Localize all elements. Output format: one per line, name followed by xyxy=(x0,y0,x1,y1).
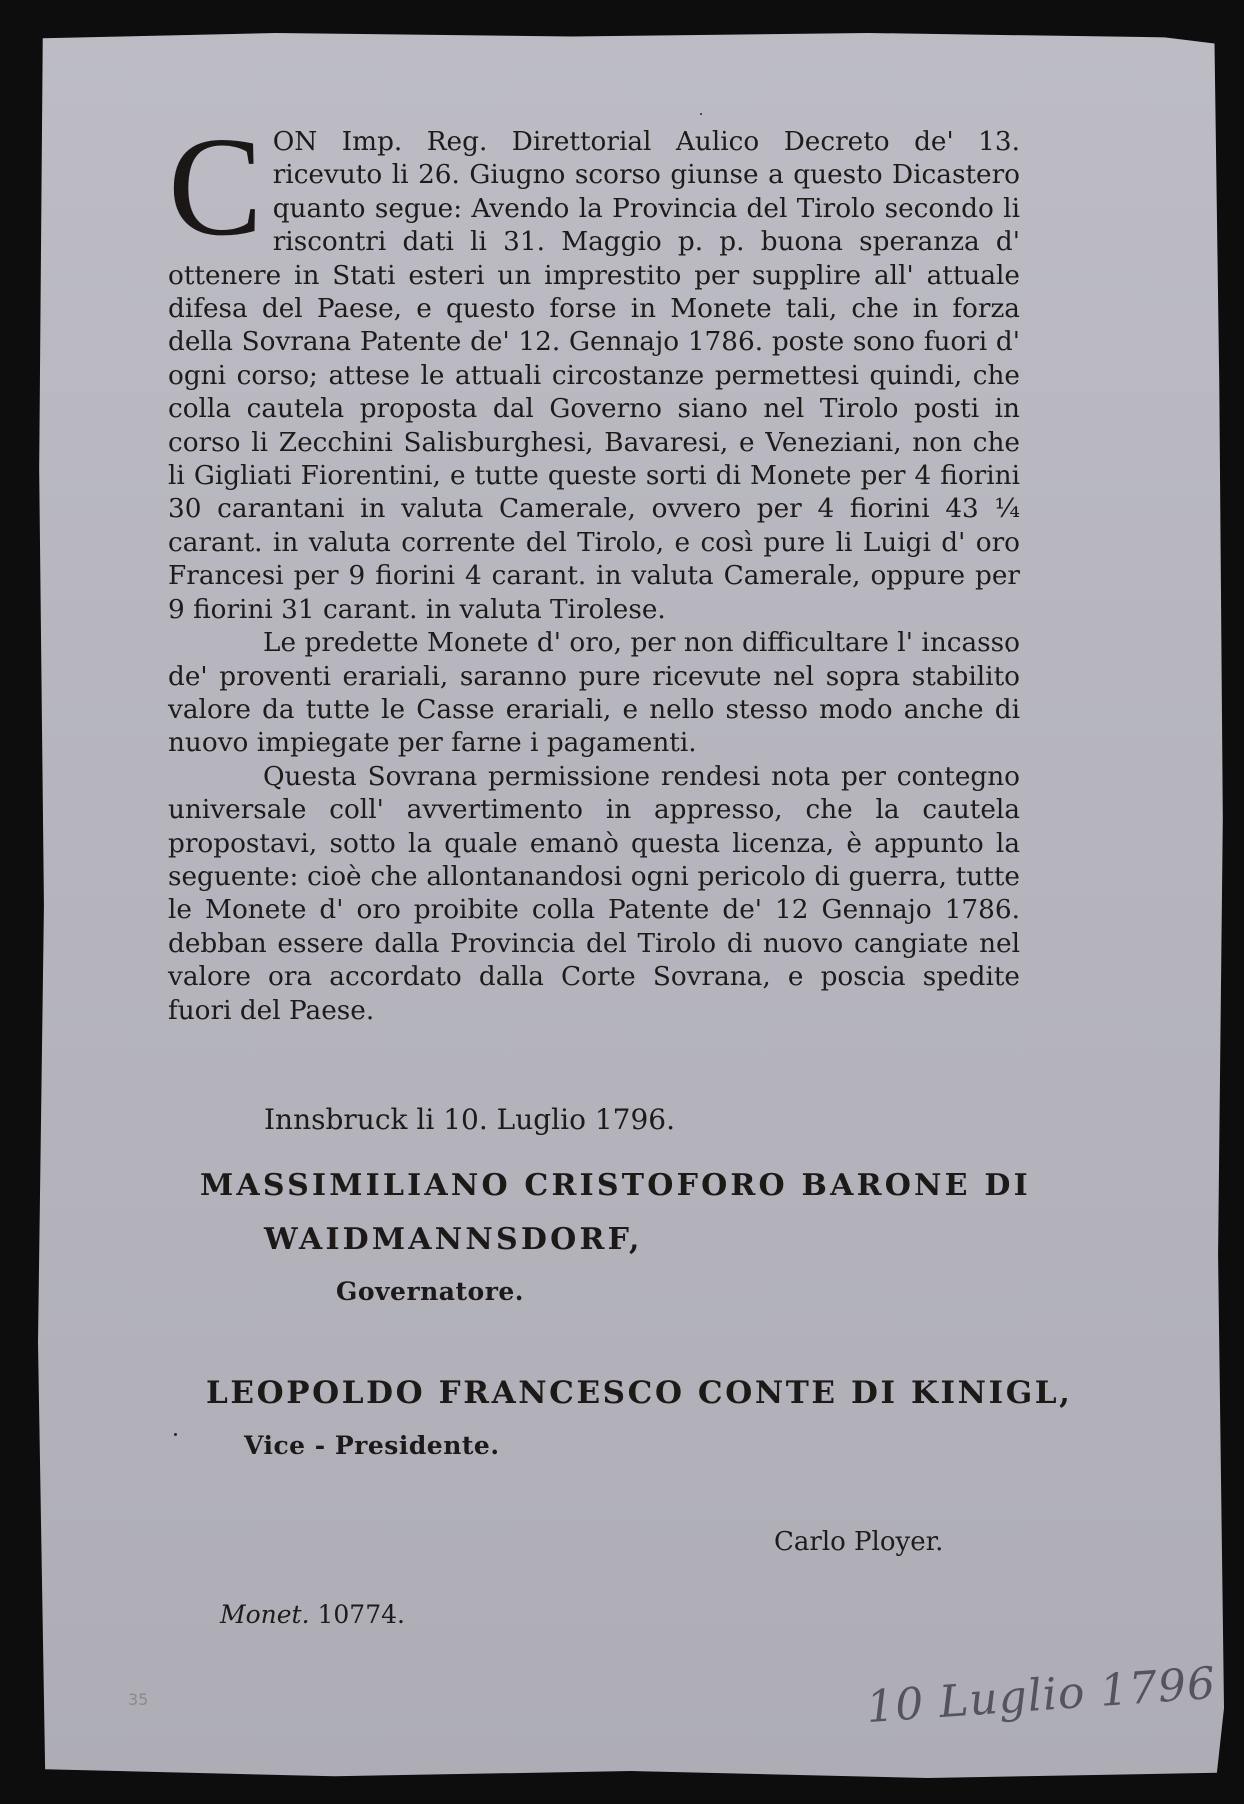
reference-value: 10774. xyxy=(317,1600,405,1629)
decree-text xyxy=(168,107,1020,1028)
reference-number xyxy=(220,1600,405,1629)
decree-paragraph-3: Questa Sovrana permissione rendesi nota per contegno universale coll' avvertimento in appresso, che la cautela propostavi, sotto la quale emanò questa licenza, è appunto la seguente: cioè che allontanandosi ogni pericolo di guerra, tutte le Monete d' oro proibite colla Patente de' 12 Gennajo 1786. debban essere dalla Provincia del Tirolo di nuovo cangiate nel valore ora accordato dalla Corte Sovrana, e poscia spedite fuori del Paese. xyxy=(168,761,1020,1026)
paper-speck xyxy=(174,1433,177,1436)
paper-speck xyxy=(700,113,702,115)
signatory-governor-name-line2: WAIDMANNSDORF, xyxy=(264,1222,643,1257)
reference-prefix: Monet. xyxy=(220,1600,310,1629)
signatory-vice-president-title: Vice - Presidente. xyxy=(244,1431,500,1460)
signatory-governor-name-line1: MASSIMILIANO CRISTOFORO BARONE DI xyxy=(200,1168,1031,1203)
signatory-vice-president-name: LEOPOLDO FRANCESCO CONTE DI KINIGL, xyxy=(206,1375,1073,1411)
handwritten-date-note: 10 Luglio 1796 xyxy=(864,1657,1218,1734)
decree-paragraph-2: Le predette Monete d' oro, per non difficultare l' incasso de' proventi erariali, saranno pure ricevute nel sopra stabilito valore da tutte le Casse erariali, e nello stesso modo anche di nuovo impiegate per farne i pagamenti. xyxy=(168,628,1020,759)
secretary-name: Carlo Ployer. xyxy=(774,1527,944,1557)
decree-paragraph-1: ON Imp. Reg. Direttorial Aulico Decreto de' 13. ricevuto li 26. Giugno scorso giunse a questo Dicastero quanto segue: Avendo la Provincia del Tirolo secondo li riscontri dati li 31. Maggio p. p. buona speranza d' ottenere in Stati esteri un imprestito per supplire all' attuale difesa del Paese, e questo forse in Monete tali, che in forza della Sovrana Patente de' 12. Gennajo 1786. poste sono fuori d' ogni corso; attese le attuali circostanze permettesi quindi, che colla cautela proposta dal Governo siano nel Tirolo posti in corso li Zecchini Salisburghesi, Bavaresi, e Veneziani, non che li Gigliati Fiorentini, e tutte queste sorti di Monete per 4 fiorini 30 carantani in valuta Camerale, ovvero per 4 fiorini 43 ¼ carant. in valuta corrente del Tirolo, e così pure li Luigi d' oro Francesi per 9 fiorini 4 carant. in valuta Camerale, oppure per 9 fiorini 31 carant. in valuta Tirolese. xyxy=(168,127,1020,625)
place-and-date: Innsbruck li 10. Luglio 1796. xyxy=(264,1103,676,1136)
pencil-archive-number: 35 xyxy=(128,1690,149,1709)
signatory-governor-title: Governatore. xyxy=(336,1277,525,1306)
dropcap-letter: C xyxy=(168,107,263,265)
